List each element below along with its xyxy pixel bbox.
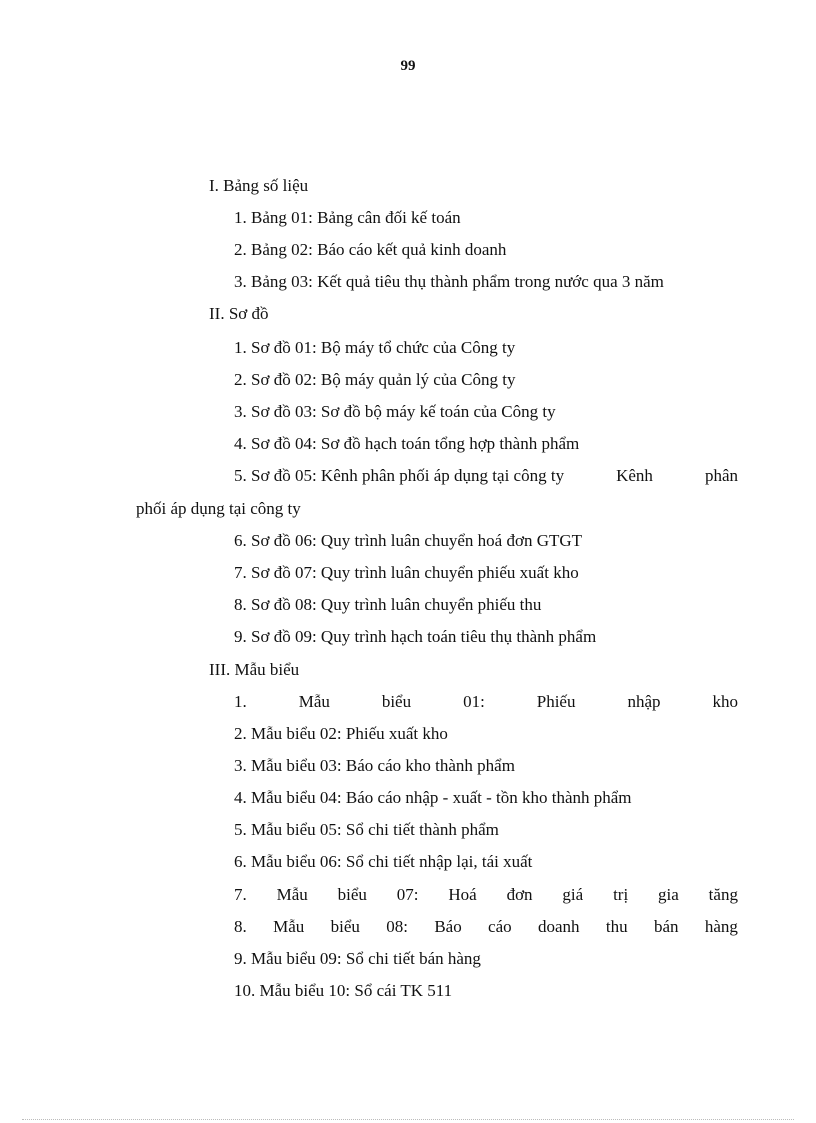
list-item-justified xyxy=(234,916,738,938)
justified-word: 08: xyxy=(386,917,408,936)
justified-word: giá xyxy=(562,885,584,904)
list-item-justified xyxy=(234,691,738,713)
justified-word: Mẫu xyxy=(276,885,308,904)
wrapped-part: Kênh xyxy=(616,466,653,485)
justified-word: trị xyxy=(613,885,629,904)
justified-word: hàng xyxy=(704,917,738,936)
justified-word: biểu xyxy=(381,692,412,711)
page-number: 99 xyxy=(400,58,416,74)
list-item: 3. Sơ đồ 03: Sơ đồ bộ máy kế toán của Công ty xyxy=(234,402,556,421)
list-item: 5. Mẫu biểu 05: Sổ chi tiết thành phẩm xyxy=(234,820,499,839)
justified-word: 8. xyxy=(234,917,247,936)
wrapped-part: 5. Sơ đồ 05: Kênh phân phối áp dụng tại công ty xyxy=(234,466,565,485)
justified-word: doanh xyxy=(537,917,580,936)
list-item: 1. Bảng 01: Bảng cân đối kế toán xyxy=(234,208,461,227)
justified-word: gia xyxy=(658,885,679,904)
list-item: 9. Mẫu biểu 09: Sổ chi tiết bán hàng xyxy=(234,949,481,968)
justified-word: cáo xyxy=(488,917,512,936)
section-heading-tables: I. Bảng số liệu xyxy=(209,176,309,195)
justified-word: biểu xyxy=(330,917,360,936)
justified-word: kho xyxy=(712,692,738,711)
section-heading-diagrams: II. Sơ đồ xyxy=(209,304,269,323)
justified-word: đơn xyxy=(506,885,533,904)
justified-word: nhập xyxy=(627,692,661,711)
justified-word: 01: xyxy=(463,692,485,711)
list-item: 3. Bảng 03: Kết quả tiêu thụ thành phẩm trong nước qua 3 năm xyxy=(234,272,664,291)
section-heading-forms: III. Mẫu biểu xyxy=(209,660,300,679)
justified-word: 7. xyxy=(234,885,247,904)
list-item: 6. Mẫu biểu 06: Sổ chi tiết nhập lại, tái xuất xyxy=(234,852,533,871)
justified-word: tăng xyxy=(708,885,738,904)
list-item: 4. Mẫu biểu 04: Báo cáo nhập - xuất - tồn kho thành phẩm xyxy=(234,788,632,807)
list-item: 7. Sơ đồ 07: Quy trình luân chuyển phiếu xuất kho xyxy=(234,563,579,582)
list-item: 1. Sơ đồ 01: Bộ máy tổ chức của Công ty xyxy=(234,338,516,357)
wrapped-part: phân xyxy=(704,466,738,485)
justified-word: 07: xyxy=(396,885,419,904)
list-item: 6. Sơ đồ 06: Quy trình luân chuyển hoá đơn GTGT xyxy=(234,531,583,550)
list-item: 2. Sơ đồ 02: Bộ máy quản lý của Công ty xyxy=(234,370,516,389)
page-bottom-divider xyxy=(22,1119,794,1120)
list-item: 2. Bảng 02: Báo cáo kết quả kinh doanh xyxy=(234,240,507,259)
list-item: 9. Sơ đồ 09: Quy trình hạch toán tiêu thụ thành phẩm xyxy=(234,627,597,646)
justified-word: bán xyxy=(653,917,679,936)
list-item: 2. Mẫu biểu 02: Phiếu xuất kho xyxy=(234,724,448,743)
justified-word: thu xyxy=(605,917,628,936)
list-item-justified xyxy=(234,884,738,906)
justified-word: biểu xyxy=(337,885,367,904)
list-item: 4. Sơ đồ 04: Sơ đồ hạch toán tổng hợp thành phẩm xyxy=(234,434,580,453)
list-item: 3. Mẫu biểu 03: Báo cáo kho thành phẩm xyxy=(234,756,515,775)
justified-word: Phiếu xyxy=(536,692,576,711)
list-item: 8. Sơ đồ 08: Quy trình luân chuyển phiếu thu xyxy=(234,595,542,614)
list-item-continuation: phối áp dụng tại công ty xyxy=(136,499,301,518)
justified-word: Hoá xyxy=(448,885,477,904)
justified-word: Mẫu xyxy=(273,917,305,936)
list-item: 10. Mẫu biểu 10: Sổ cái TK 511 xyxy=(234,981,453,1000)
justified-word: Mẫu xyxy=(298,692,330,711)
justified-word: 1. xyxy=(234,692,247,711)
list-item-wrapped xyxy=(234,465,738,487)
justified-word: Báo xyxy=(434,917,462,936)
